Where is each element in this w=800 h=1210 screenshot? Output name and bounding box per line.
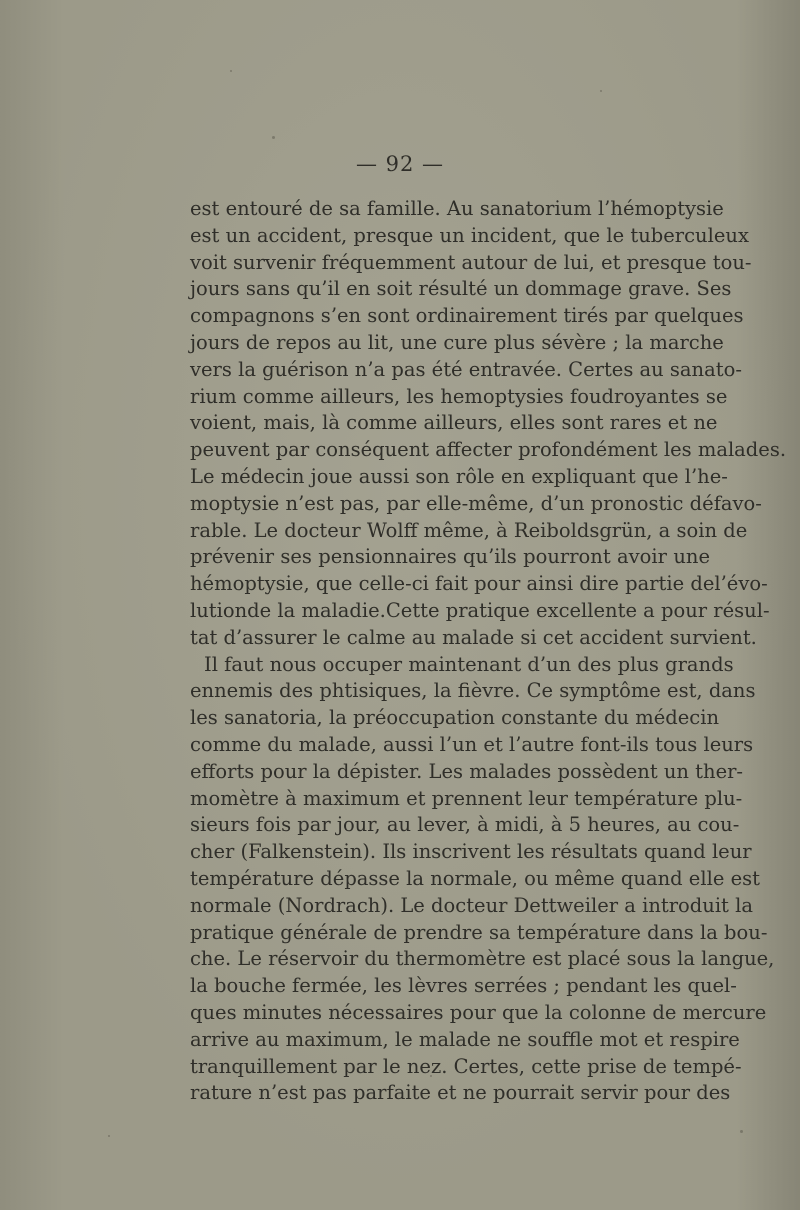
paper-speck (430, 1075, 432, 1077)
text-line: prévenir ses pensionnaires qu’ils pourront avoir une (190, 545, 710, 569)
text-line: vers la guérison n’a pas été entravée. Certes au sanato- (190, 357, 742, 381)
text-line: hémoptysie, que celle-ci fait pour ainsi dire partie del’évo- (190, 572, 768, 596)
text-line: pratique générale de prendre sa température dans la bou- (190, 920, 768, 944)
text-line: normale (Nordrach). Le docteur Dettweiler a introduit la (190, 893, 753, 917)
text-line: tat d’assurer le calme au malade si cet accident survient. (190, 625, 757, 649)
paper-speck (230, 70, 232, 72)
text-line: comme du malade, aussi l’un et l’autre font-ils tous leurs (190, 732, 754, 756)
paper-speck (272, 136, 275, 139)
text-line: arrive au maximum, le malade ne souffle mot et respire (190, 1027, 740, 1051)
text-line: jours sans qu’il en soit résulté un dommage grave. Ses (190, 277, 732, 301)
text-line: momètre à maximum et prennent leur température plu- (190, 786, 743, 810)
text-line: rium comme ailleurs, les hemoptysies foudroyantes se (190, 384, 728, 408)
text-line: température dépasse la normale, ou même quand elle est (190, 866, 760, 890)
text-line: lutionde la maladie.Cette pratique excellente a pour résul- (190, 598, 770, 622)
page-number: — 92 — (355, 152, 445, 176)
text-line: la bouche fermée, les lèvres serrées ; pendant les quel- (190, 974, 737, 998)
text-line: peuvent par conséquent affecter profondément les malades. (190, 438, 787, 462)
text-line: Le médecin joue aussi son rôle en expliquant que l’he- (190, 464, 728, 488)
text-line: voit survenir fréquemment autour de lui, et presque tou- (190, 250, 752, 274)
text-line: ques minutes nécessaires pour que la colonne de mercure (190, 1000, 767, 1024)
text-line: jours de repos au lit, une cure plus sévère ; la marche (190, 330, 724, 354)
text-line: che. Le réservoir du thermomètre est placé sous la langue, (190, 947, 775, 971)
paper-speck (740, 1130, 743, 1133)
text-line: Il faut nous occuper maintenant d’un des plus grands (204, 652, 734, 676)
text-line: est un accident, presque un incident, que le tuberculeux (190, 223, 749, 247)
text-line: les sanatoria, la préoccupation constante du médecin (190, 706, 720, 730)
text-line: efforts pour la dépister. Les malades possèdent un ther- (190, 759, 744, 783)
text-line: compagnons s’en sont ordinairement tirés par quelques (190, 304, 744, 328)
text-line: rature n’est pas parfaite et ne pourrait servir pour des (190, 1081, 731, 1105)
text-line: ennemis des phtisiques, la fièvre. Ce symptôme est, dans (190, 679, 756, 703)
paper-speck (108, 1135, 110, 1137)
text-line: est entouré de sa famille. Au sanatorium l’hémoptysie (190, 197, 724, 220)
text-line: sieurs fois par jour, au lever, à midi, à 5 heures, au cou- (190, 813, 740, 837)
text-line: voient, mais, là comme ailleurs, elles sont rares et ne (190, 411, 718, 435)
paper-speck (600, 90, 602, 92)
body-text (190, 196, 787, 1107)
text-line: tranquillement par le nez. Certes, cette prise de tempé- (190, 1054, 742, 1078)
text-line: cher (Falkenstein). Ils inscrivent les résultats quand leur (190, 840, 752, 864)
text-line: rable. Le docteur Wolff même, à Reiboldsgrün, a soin de (190, 518, 748, 542)
text-line: moptysie n’est pas, par elle-même, d’un pronostic défavo- (190, 491, 762, 515)
